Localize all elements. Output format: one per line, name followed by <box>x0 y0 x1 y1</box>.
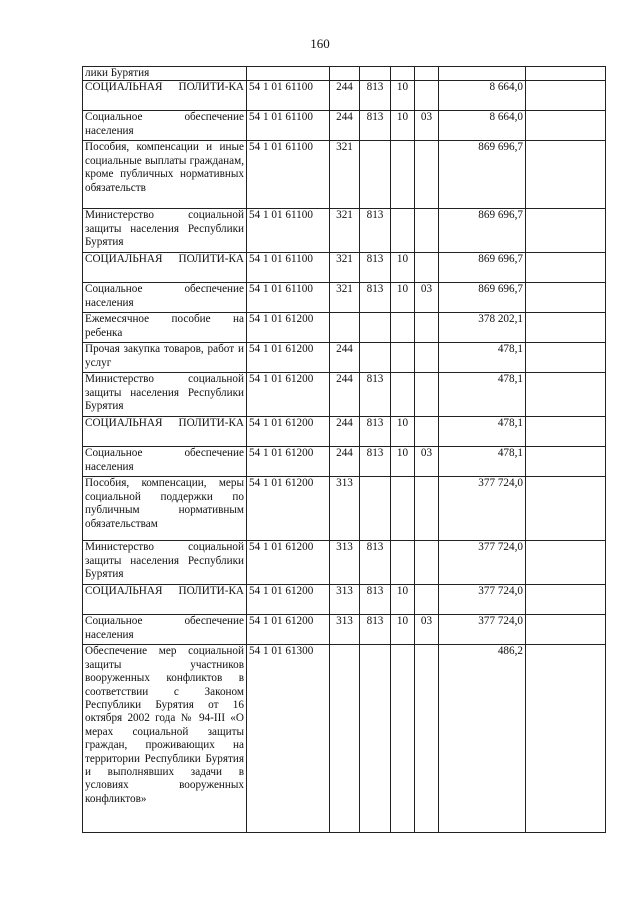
extra-column <box>526 373 606 417</box>
subsection-code: 03 <box>415 283 439 313</box>
ministry-code: 813 <box>360 253 391 283</box>
expense-type-code <box>330 313 360 343</box>
section-code: 10 <box>391 253 415 283</box>
section-code <box>391 67 415 81</box>
subsection-code: 03 <box>415 615 439 645</box>
section-code: 10 <box>391 585 415 615</box>
target-article-code: 54 1 01 61100 <box>247 141 330 209</box>
subsection-code: 03 <box>415 447 439 477</box>
expense-type-code: 313 <box>330 541 360 585</box>
section-code: 10 <box>391 111 415 141</box>
item-name: СОЦИАЛЬНАЯ ПОЛИТИ-КА <box>83 253 247 283</box>
target-article-code: 54 1 01 61200 <box>247 447 330 477</box>
extra-column <box>526 477 606 541</box>
table-row <box>83 343 606 373</box>
item-name: СОЦИАЛЬНАЯ ПОЛИТИ-КА <box>83 81 247 111</box>
table-row <box>83 585 606 615</box>
extra-column <box>526 111 606 141</box>
extra-column <box>526 313 606 343</box>
expense-type-code: 244 <box>330 373 360 417</box>
item-name: Обеспечение мер социальной защиты участников вооруженных конфликтов в соответствии с Законом Республики Бурятия от 16 октября 2002 года № 94-III «О мерах социальной защиты граждан, проживающих на территории Республики Бурятия и выполнявших задачи в условиях вооруженных конфликтов» <box>83 645 247 833</box>
section-code <box>391 313 415 343</box>
target-article-code: 54 1 01 61100 <box>247 81 330 111</box>
item-name: Министерство социальной защиты населения Республики Бурятия <box>83 373 247 417</box>
item-name: Социальное обеспечение населения <box>83 283 247 313</box>
extra-column <box>526 645 606 833</box>
ministry-code <box>360 141 391 209</box>
item-name: Министерство социальной защиты населения Республики Бурятия <box>83 209 247 253</box>
target-article-code: 54 1 01 61100 <box>247 253 330 283</box>
subsection-code <box>415 477 439 541</box>
ministry-code: 813 <box>360 373 391 417</box>
subsection-code <box>415 253 439 283</box>
section-code <box>391 343 415 373</box>
subsection-code <box>415 417 439 447</box>
amount-value: 8 664,0 <box>439 111 526 141</box>
amount-value: 869 696,7 <box>439 253 526 283</box>
target-article-code: 54 1 01 61200 <box>247 343 330 373</box>
subsection-code <box>415 343 439 373</box>
section-code: 10 <box>391 447 415 477</box>
target-article-code: 54 1 01 61300 <box>247 645 330 833</box>
extra-column <box>526 343 606 373</box>
item-name: Социальное обеспечение населения <box>83 111 247 141</box>
item-name: Социальное обеспечение населения <box>83 615 247 645</box>
section-code <box>391 141 415 209</box>
table-row <box>83 111 606 141</box>
table-row <box>83 541 606 585</box>
ministry-code: 813 <box>360 417 391 447</box>
amount-value: 478,1 <box>439 417 526 447</box>
table-row <box>83 477 606 541</box>
subsection-code <box>415 81 439 111</box>
amount-value: 377 724,0 <box>439 477 526 541</box>
expense-type-code: 313 <box>330 615 360 645</box>
table-row <box>83 417 606 447</box>
expense-type-code <box>330 67 360 81</box>
table-row <box>83 67 606 81</box>
subsection-code <box>415 67 439 81</box>
extra-column <box>526 141 606 209</box>
amount-value: 478,1 <box>439 447 526 477</box>
item-name: Пособия, компенсации и иные социальные выплаты гражданам, кроме публичных нормативных обязательств <box>83 141 247 209</box>
subsection-code <box>415 541 439 585</box>
amount-value: 377 724,0 <box>439 585 526 615</box>
table-row <box>83 81 606 111</box>
item-name: Социальное обеспечение населения <box>83 447 247 477</box>
target-article-code: 54 1 01 61200 <box>247 585 330 615</box>
expense-type-code: 321 <box>330 141 360 209</box>
ministry-code <box>360 343 391 373</box>
table-row <box>83 283 606 313</box>
expense-type-code: 244 <box>330 417 360 447</box>
section-code: 10 <box>391 615 415 645</box>
amount-value <box>439 67 526 81</box>
table-row <box>83 615 606 645</box>
ministry-code: 813 <box>360 81 391 111</box>
item-name: СОЦИАЛЬНАЯ ПОЛИТИ-КА <box>83 585 247 615</box>
extra-column <box>526 585 606 615</box>
table-row <box>83 447 606 477</box>
target-article-code: 54 1 01 61200 <box>247 541 330 585</box>
subsection-code <box>415 313 439 343</box>
budget-table <box>82 66 606 833</box>
budget-table-body <box>83 67 606 833</box>
section-code <box>391 373 415 417</box>
expense-type-code: 244 <box>330 111 360 141</box>
extra-column <box>526 283 606 313</box>
amount-value: 8 664,0 <box>439 81 526 111</box>
item-name: Прочая закупка товаров, работ и услуг <box>83 343 247 373</box>
extra-column <box>526 417 606 447</box>
ministry-code <box>360 67 391 81</box>
expense-type-code: 321 <box>330 253 360 283</box>
section-code <box>391 209 415 253</box>
ministry-code <box>360 645 391 833</box>
expense-type-code: 321 <box>330 283 360 313</box>
extra-column <box>526 209 606 253</box>
ministry-code: 813 <box>360 283 391 313</box>
target-article-code: 54 1 01 61200 <box>247 615 330 645</box>
table-row <box>83 373 606 417</box>
amount-value: 478,1 <box>439 343 526 373</box>
section-code <box>391 645 415 833</box>
page-number: 160 <box>310 36 330 51</box>
item-name: лики Бурятия <box>83 67 247 81</box>
ministry-code: 813 <box>360 209 391 253</box>
subsection-code: 03 <box>415 111 439 141</box>
target-article-code <box>247 67 330 81</box>
ministry-code: 813 <box>360 447 391 477</box>
ministry-code <box>360 477 391 541</box>
amount-value: 869 696,7 <box>439 141 526 209</box>
ministry-code: 813 <box>360 615 391 645</box>
item-name: Ежемесячное пособие на ребенка <box>83 313 247 343</box>
subsection-code <box>415 141 439 209</box>
target-article-code: 54 1 01 61200 <box>247 313 330 343</box>
ministry-code: 813 <box>360 585 391 615</box>
extra-column <box>526 81 606 111</box>
expense-type-code: 313 <box>330 585 360 615</box>
item-name: СОЦИАЛЬНАЯ ПОЛИТИ-КА <box>83 417 247 447</box>
amount-value: 478,1 <box>439 373 526 417</box>
extra-column <box>526 615 606 645</box>
target-article-code: 54 1 01 61200 <box>247 477 330 541</box>
ministry-code: 813 <box>360 541 391 585</box>
extra-column <box>526 67 606 81</box>
ministry-code: 813 <box>360 111 391 141</box>
expense-type-code: 313 <box>330 477 360 541</box>
expense-type-code: 244 <box>330 81 360 111</box>
amount-value: 377 724,0 <box>439 541 526 585</box>
amount-value: 378 202,1 <box>439 313 526 343</box>
expense-type-code <box>330 645 360 833</box>
item-name: Министерство социальной защиты населения Республики Бурятия <box>83 541 247 585</box>
section-code: 10 <box>391 283 415 313</box>
table-row <box>83 313 606 343</box>
subsection-code <box>415 585 439 615</box>
amount-value: 486,2 <box>439 645 526 833</box>
target-article-code: 54 1 01 61200 <box>247 373 330 417</box>
extra-column <box>526 253 606 283</box>
table-row <box>83 141 606 209</box>
target-article-code: 54 1 01 61100 <box>247 283 330 313</box>
amount-value: 869 696,7 <box>439 209 526 253</box>
item-name: Пособия, компенсации, меры социальной поддержки по публичным нормативным обязательствам <box>83 477 247 541</box>
expense-type-code: 244 <box>330 343 360 373</box>
table-row <box>83 209 606 253</box>
extra-column <box>526 447 606 477</box>
amount-value: 869 696,7 <box>439 283 526 313</box>
extra-column <box>526 541 606 585</box>
target-article-code: 54 1 01 61100 <box>247 111 330 141</box>
amount-value: 377 724,0 <box>439 615 526 645</box>
expense-type-code: 244 <box>330 447 360 477</box>
table-row <box>83 645 606 833</box>
target-article-code: 54 1 01 61100 <box>247 209 330 253</box>
target-article-code: 54 1 01 61200 <box>247 417 330 447</box>
ministry-code <box>360 313 391 343</box>
section-code <box>391 541 415 585</box>
section-code: 10 <box>391 81 415 111</box>
table-row <box>83 253 606 283</box>
subsection-code <box>415 373 439 417</box>
expense-type-code: 321 <box>330 209 360 253</box>
subsection-code <box>415 209 439 253</box>
section-code: 10 <box>391 417 415 447</box>
section-code <box>391 477 415 541</box>
subsection-code <box>415 645 439 833</box>
